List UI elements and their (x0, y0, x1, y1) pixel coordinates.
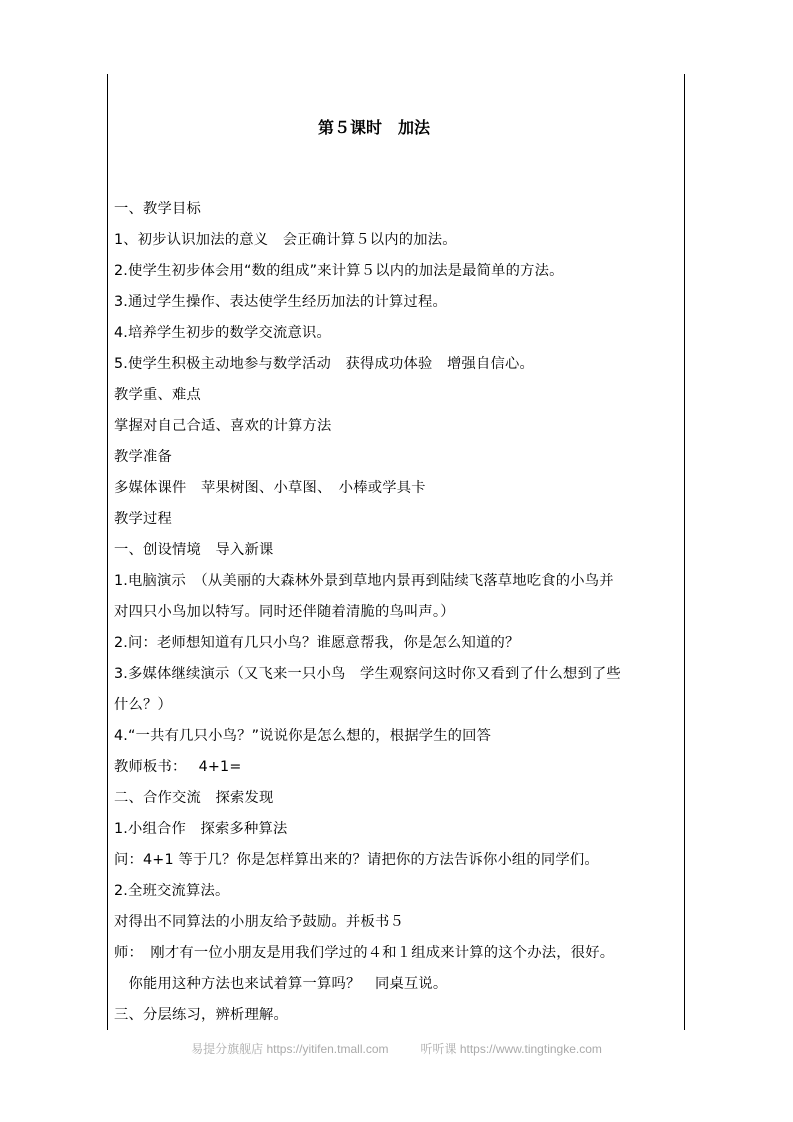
text-line: 你能用这种方法也来试着算一算吗？ 同桌互说。 (114, 976, 448, 992)
text-line: 1、初步认识加法的意义 会正确计算５以内的加法。 (114, 232, 457, 248)
text-line: 4.“一共有几只小鸟？”说说你是怎么想的，根据学生的回答 (114, 728, 492, 744)
text-line: 3.通过学生操作、表达使学生经历加法的计算过程。 (114, 294, 447, 310)
section-heading: 教学重、难点 (114, 387, 201, 403)
text-line: 3.多媒体继续演示（又飞来一只小鸟 学生观察问这时你又看到了什么想到了些 (114, 666, 621, 682)
page-footer (0, 1040, 793, 1057)
lesson-title: 第５课时 加法 (317, 118, 430, 137)
text-line: 1.小组合作 探索多种算法 (114, 821, 288, 837)
footer-store-link-1[interactable]: 易提分旗舰店 https://yitifen.tmall.com (191, 1042, 389, 1056)
section-heading: 二、合作交流 探索发现 (114, 790, 274, 806)
section-heading: 一、教学目标 (114, 201, 201, 217)
text-line: 2.问：老师想知道有几只小鸟？谁愿意帮我，你是怎么知道的？ (114, 635, 520, 651)
section-heading: 教学过程 (114, 511, 172, 527)
text-line: 4.培养学生初步的数学交流意识。 (114, 325, 331, 341)
text-line: 教师板书： 4+1= (114, 759, 242, 775)
text-line: 问：4+1 等于几？你是怎样算出来的？请把你的方法告诉你小组的同学们。 (114, 852, 599, 868)
section-heading: 三、分层练习，辨析理解。 (114, 1007, 288, 1023)
text-line: 师： 刚才有一位小朋友是用我们学过的４和１组成来计算的这个办法，很好。 (114, 945, 615, 961)
section-heading: 教学准备 (114, 449, 172, 465)
text-line: 对四只小鸟加以特写。同时还伴随着清脆的鸟叫声。） (114, 604, 455, 620)
lesson-body (114, 194, 682, 1031)
footer-store-link-2[interactable]: 听听课 https://www.tingtingke.com (420, 1042, 602, 1056)
text-line: 多媒体课件 苹果树图、小草图、 小棒或学具卡 (114, 480, 426, 496)
section-heading: 一、创设情境 导入新课 (114, 542, 274, 558)
text-line: 什么？） (114, 697, 172, 713)
text-line: 掌握对自己合适、喜欢的计算方法 (114, 418, 332, 434)
text-line: 5.使学生积极主动地参与数学活动 获得成功体验 增强自信心。 (114, 356, 534, 372)
text-line: 2.全班交流算法。 (114, 883, 230, 899)
text-line: 对得出不同算法的小朋友给予鼓励。并板书５ (114, 914, 404, 930)
text-line: 1.电脑演示 （从美丽的大森林外景到草地内景再到陆续飞落草地吃食的小鸟并 (114, 573, 614, 589)
text-line: 2.使学生初步体会用“数的组成”来计算５以内的加法是最简单的方法。 (114, 263, 564, 279)
